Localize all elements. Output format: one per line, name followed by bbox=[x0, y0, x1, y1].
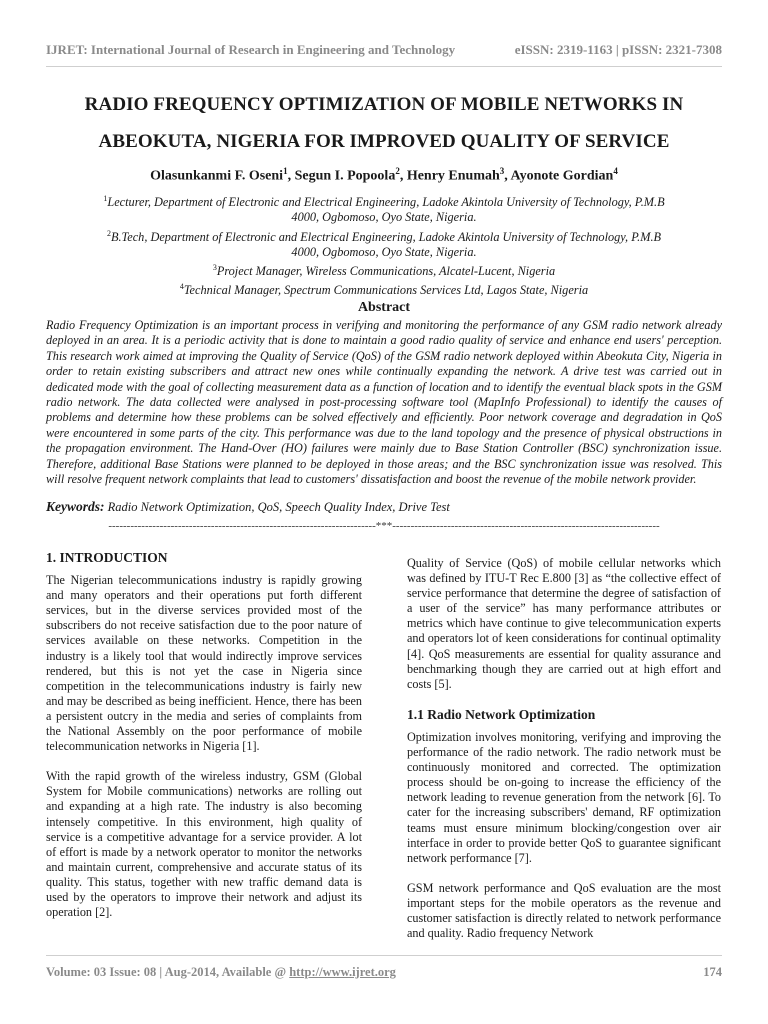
section-heading: 1. INTRODUCTION bbox=[46, 550, 168, 565]
affiliation-sup: 1 bbox=[103, 194, 108, 203]
paragraph: Optimization involves monitoring, verifying and improving the performance of the radio network. The radio network must be continuously monitored and corrected. The optimization process should be on-going to increase the efficiency of the network leading to revenue generation from the network [6]. To cater for the increasing subscribers' demand, RF optimization teams must ensure minimum blocking/congestion over air interface in order to provide better QoS to guarantee significant network performance [7]. bbox=[407, 729, 721, 865]
title-line-2: ABEOKUTA, NIGERIA FOR IMPROVED QUALITY OF SERVICE bbox=[98, 131, 670, 152]
running-header bbox=[46, 42, 722, 58]
author-name: Olasunkanmi F. Oseni bbox=[150, 168, 284, 184]
keywords bbox=[46, 499, 722, 515]
journal-name: IJRET: International Journal of Research in Engineering and Technology bbox=[46, 42, 456, 57]
affiliation-sup: 4 bbox=[179, 282, 184, 292]
affiliation-line: 4000, Ogbomoso, Oyo State, Nigeria. bbox=[291, 244, 477, 259]
abstract-text: Radio Frequency Optimization is an important process in verifying and monitoring the performance of any GSM radio network already deployed in an area. It is a periodic activity that is done to maintain a good radio quality of service and enhance end users' perception. This research work aimed at improving the Quality of Service (QoS) of the GSM radio network deployed within Abeokuta City, Nigeria in order to retain existing subscribers and attract new ones while continually expanding the network. A drive test was carried out in dedicated mode with the goal of collecting measurement data as a function of location and to identify the eventual black spots in the GSM radio network. The data collected were analysed in post-processing software tool (MapInfo Professional) to identify the causes of problems and determine how these problems can be solved effectively and efficiently. Poor network coverage and degradation in QoS were encountered in some parts of the city. This performance was due to the land topology and the presence of physical obstructions in the propagation environment. The Hand-Over (HO) failures were mainly due to Base Station Controller (BSC) synchronization issue. Therefore, additional Base Stations were planned to be deployed in those areas; and the BSC synchronization issue was resolved. This will resolve frequent network complaints that lead to customers' dissatisfaction and boost the revenue of the mobile network provider. bbox=[46, 318, 722, 487]
author-separator: , bbox=[399, 168, 407, 184]
paragraph: With the rapid growth of the wireless industry, GSM (Global System for Mobile communications) networks are rolling out and expanding at a high rate. The industry is also becoming intensely competitive. In this environment, high quality of service is a competitive advantage for a service provider. A lot of effort is made by a network operator to monitor the networks and maintain current, comprehensive and accurate status of its quality. This status, together with new traffic demand data is used by the operators to improve their network and adjust its operation [2]. bbox=[46, 769, 362, 920]
author-name: Segun I. Popoola bbox=[294, 168, 396, 184]
author-sup: 2 bbox=[395, 166, 400, 176]
affiliation-sup: 2 bbox=[106, 228, 111, 238]
paragraph: The Nigerian telecommunications industry is rapidly growing and many operators and their operations put forth different services, but in the diverse services provided most of the subscribers do not receive satisfaction due to the poor nature of services available on these networks. Competition in the industry is a likely tool that would indirectly improve services rendered, but this is not yet the case in Nigeria since competition in the telecommunications industry is fairly new and may be described as being inefficient. Hence, there has been a persistent outcry in the media and series of complaints from the National Assembly on the poor performance of mobile telecommunication networks in Nigeria [1]. bbox=[46, 573, 362, 754]
affiliation-text: Technical Manager, Spectrum Communications Services Ltd, Lagos State, Nigeria bbox=[183, 283, 589, 298]
paragraph: GSM network performance and QoS evaluation are the most important steps for the mobile operators as the revenue and customer satisfaction is directly related to network performance and quality. Radio frequency Network bbox=[407, 880, 721, 941]
author-separator: , bbox=[504, 168, 511, 184]
author-separator: , bbox=[287, 168, 295, 184]
affiliations bbox=[46, 191, 722, 299]
affiliation-line bbox=[46, 226, 722, 245]
section-separator: -------------------------------------------------------------------------***------------------------------------------------------------------------- bbox=[108, 520, 660, 532]
affiliation-line bbox=[46, 279, 722, 298]
author-sup: 4 bbox=[613, 166, 618, 176]
author-list bbox=[40, 166, 728, 185]
affiliation-text: Project Manager, Wireless Communications, Alcatel-Lucent, Nigeria bbox=[216, 264, 556, 279]
left-column bbox=[46, 550, 362, 935]
affiliation-text: B.Tech, Department of Electronic and Electrical Engineering, Ladoke Akintola University of Technology, P.M.B bbox=[110, 229, 662, 244]
author-sup: 1 bbox=[283, 166, 288, 176]
author-sup: 3 bbox=[499, 166, 505, 176]
keywords-value: Radio Network Optimization, QoS, Speech Quality Index, Drive Test bbox=[107, 500, 450, 514]
journal-link[interactable]: http://www.ijret.org bbox=[289, 965, 396, 979]
paragraph: Quality of Service (QoS) of mobile cellular networks which was defined by ITU-T Rec E.800 [3] as “the collective effect of service performance that determine the degree of satisfaction of a user of the service” has many performance attributes or metrics which have continue to give telecommunication experts and operators lot of keen considerations for continual optimality [4]. QoS measurements are essential for quality assurance and benchmarking though they are carried out at high effort and costs [5]. bbox=[407, 556, 721, 691]
affiliation-text: Lecturer, Department of Electronic and Electrical Engineering, Ladoke Akintola University of Technology, P.M.B bbox=[107, 195, 665, 210]
issn-text: eISSN: 2319-1163 | pISSN: 2321-7308 bbox=[514, 42, 722, 57]
page-number: 174 bbox=[703, 965, 722, 979]
abstract-heading: Abstract bbox=[357, 300, 411, 315]
author-name: Henry Enumah bbox=[406, 168, 500, 184]
affiliation-line: 4000, Ogbomoso, Oyo State, Nigeria. bbox=[291, 210, 477, 225]
subsection-heading: 1.1 Radio Network Optimization bbox=[407, 706, 596, 722]
running-footer bbox=[46, 965, 722, 980]
paper-title bbox=[40, 86, 728, 160]
footer-volume-text: Volume: 03 Issue: 08 | Aug-2014, Available @ bbox=[46, 965, 290, 979]
footer-volume bbox=[46, 965, 396, 980]
right-column bbox=[407, 556, 721, 956]
affiliation-sup: 3 bbox=[212, 263, 217, 272]
footer-rule bbox=[46, 955, 722, 956]
author-name: Ayonote Gordian bbox=[510, 168, 614, 184]
affiliation-line bbox=[46, 260, 722, 279]
header-rule bbox=[46, 66, 722, 67]
affiliation-line bbox=[46, 191, 722, 210]
title-line-1: RADIO FREQUENCY OPTIMIZATION OF MOBILE NETWORKS IN bbox=[84, 94, 684, 115]
keywords-label: Keywords: bbox=[46, 499, 105, 514]
